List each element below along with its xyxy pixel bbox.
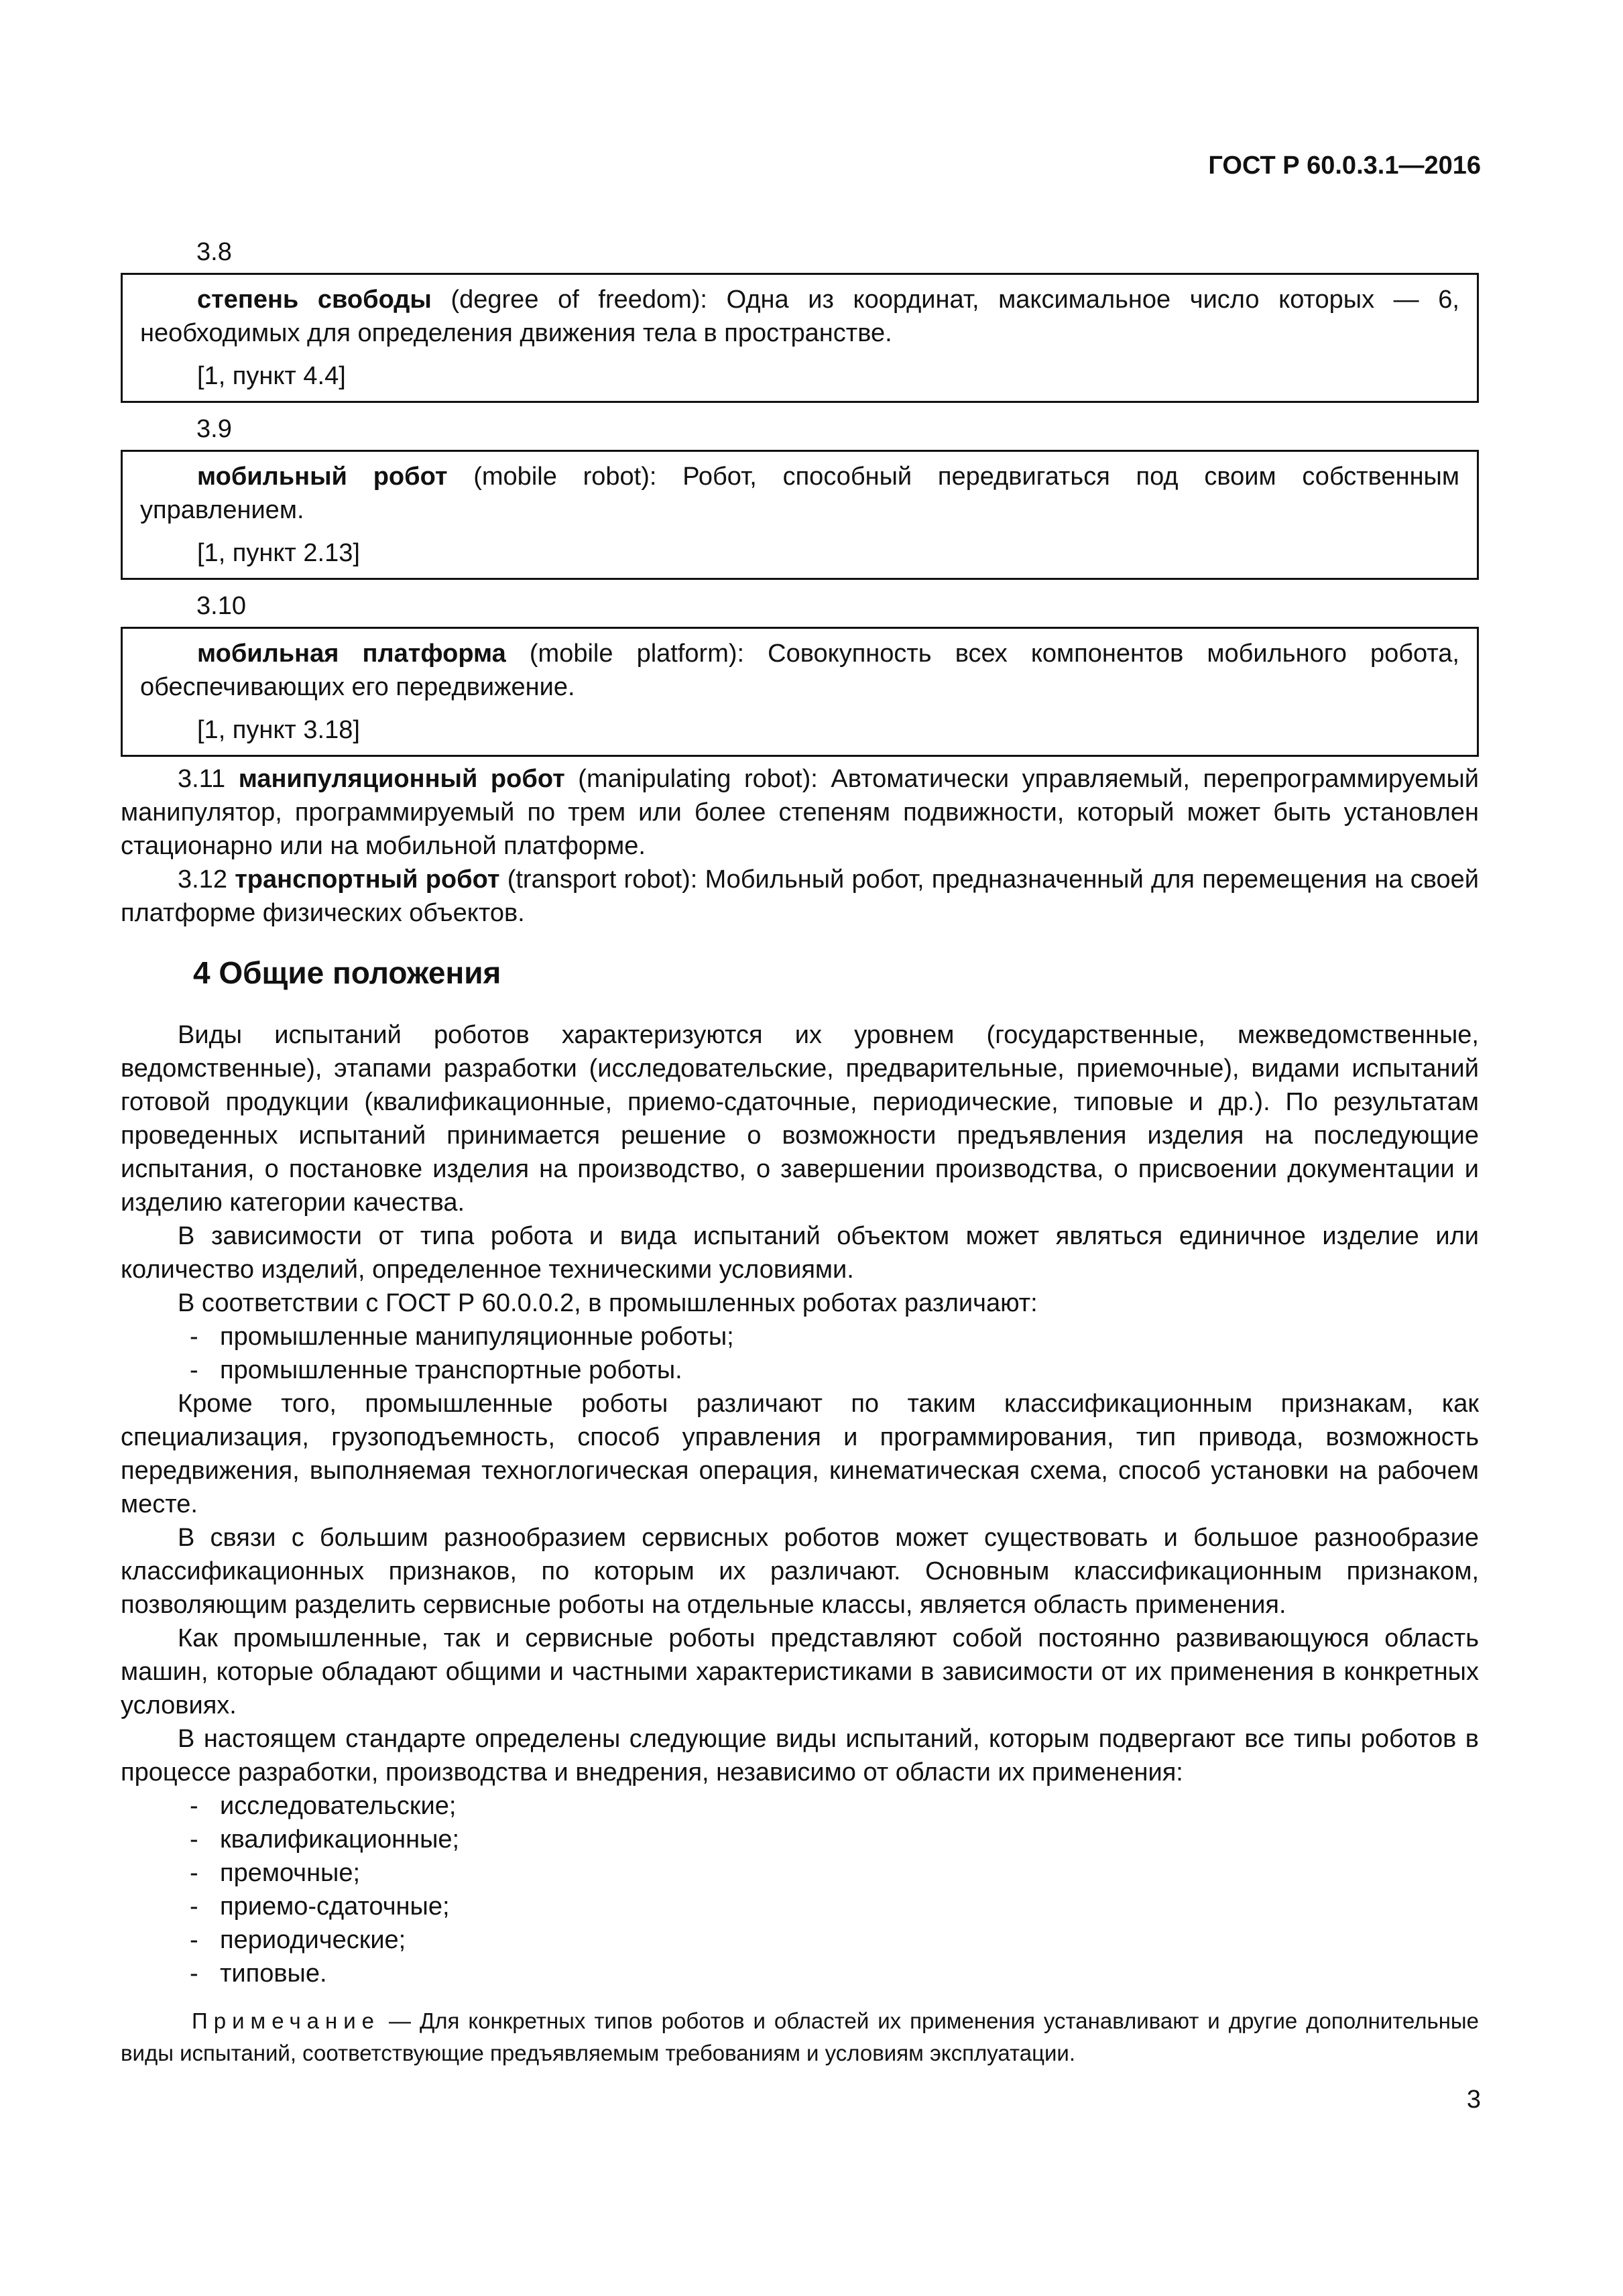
list-dash: - <box>190 1323 198 1351</box>
paragraph: Как промышленные, так и сервисные роботы представляют собой постоянно развивающуюся область машин, которые обладают общими и частными характеристиками в зависимости от их применения в конкретных условиях. <box>121 1624 1479 1719</box>
term-definition-text: (mobile platform): Совокупность всех компонентов мобильного робота, обеспечивающих его передвижение. <box>140 640 1459 701</box>
list-item <box>121 1957 1479 1990</box>
list-item <box>121 1856 1479 1890</box>
list-item-text: исследовательские; <box>220 1792 457 1820</box>
section-title: 4 Общие положения <box>193 955 501 990</box>
term-definition-box <box>121 450 1479 580</box>
list-item <box>121 1353 1479 1387</box>
list-item <box>121 1320 1479 1353</box>
note-label: Примечание <box>192 2008 381 2033</box>
page-content <box>121 231 1479 2069</box>
paragraph: В настоящем стандарте определены следующие виды испытаний, которым подвергают все типы роботов в процессе разработки, производства и внедрения, независимо от области их применения: <box>121 1725 1479 1787</box>
list-dash: - <box>190 1926 198 1954</box>
list-item <box>121 1789 1479 1823</box>
term-name: манипуляционный робот <box>238 765 565 793</box>
paragraph: Виды испытаний роботов характеризуются их уровнем (государственные, межведомственные, ведомственные), этапами разработки (исследовательские, предварительные, приемочные), видами испытаний готовой продукции (квалификационные, приемо-сдаточные, периодические, типовые и др.). По результатам проведенных испытаний принимается решение о возможности предъявления изделия на последующие испытания, о постановке изделия на производство, о завершении производства, о присвоении документации и изделию категории качества. <box>121 1021 1479 1217</box>
term-definition-text: (mobile robot): Робот, способный передвигаться под своим собственным управлением. <box>140 463 1459 524</box>
list-item-text: типовые. <box>220 1959 327 1988</box>
list-item-text: периодические; <box>220 1926 406 1954</box>
list-item-text: промышленные манипуляционные роботы; <box>220 1323 734 1351</box>
list-item-text: промышленные транспортные роботы. <box>220 1356 682 1384</box>
paragraph: В связи с большим разнообразием сервисных роботов может существовать и большое разнообразие классификационных признаков, по которым их различают. Основным классификационным признаком, позволяющим разделить сервисные роботы на отдельные классы, является область применения. <box>121 1524 1479 1619</box>
term-definition-text: (manipulating robot): Автоматически управляемый, перепрограммируемый манипулятор, программируемый по трем или более степеням подвижности, который может быть установлен стационарно или на мобильной платформе. <box>121 765 1479 860</box>
term-reference: [1, пункт 4.4] <box>197 362 346 390</box>
list-item-text: премочные; <box>220 1859 361 1887</box>
term-name: транспортный робот <box>235 865 500 894</box>
paragraph: В зависимости от типа робота и вида испытаний объектом может являться единичное изделие или количество изделий, определенное техническими условиями. <box>121 1222 1479 1284</box>
note-text: — Для конкретных типов роботов и областей их применения устанавливают и другие дополнительные виды испытаний, соответствующие предъявляемым требованиям и условиям эксплуатации. <box>121 2008 1479 2065</box>
term-name: мобильная платформа <box>197 640 506 668</box>
list-item <box>121 1890 1479 1923</box>
paragraph: В соответствии с ГОСТ Р 60.0.0.2, в промышленных роботах различают: <box>178 1289 1038 1317</box>
term-definition-text: (transport robot): Мобильный робот, предназначенный для перемещения на своей платформе физических объектов. <box>121 865 1479 927</box>
term-number: 3.11 <box>178 765 239 793</box>
term-definition <box>140 283 1459 350</box>
list-item <box>121 1823 1479 1856</box>
list-item-text: квалификационные; <box>220 1825 460 1854</box>
term-definition-text: (degree of freedom): Одна из координат, максимальное число которых — 6, необходимых для определения движения тела в пространстве. <box>140 286 1459 347</box>
list-dash: - <box>190 1892 198 1921</box>
term-definition <box>140 460 1459 527</box>
paragraph: Кроме того, промышленные роботы различают по таким классификационным признакам, как специализация, грузоподъемность, способ управления и программирования, тип привода, возможность передвижения, выполняемая техноглогическая операция, кинематическая схема, способ установки на рабочем месте. <box>121 1390 1479 1518</box>
inline-term <box>121 863 1479 930</box>
term-name: мобильный робот <box>197 463 448 491</box>
list-dash: - <box>190 1959 198 1988</box>
page-number: 3 <box>1466 2086 1481 2114</box>
term-reference: [1, пункт 3.18] <box>197 716 360 744</box>
list-dash: - <box>190 1859 198 1887</box>
list-item-text: приемо-сдаточные; <box>220 1892 450 1921</box>
term-number: 3.8 <box>196 238 232 266</box>
term-definition-box <box>121 273 1479 403</box>
term-number: 3.9 <box>196 415 232 443</box>
term-reference: [1, пункт 2.13] <box>197 539 360 567</box>
list-dash: - <box>190 1825 198 1854</box>
term-number: 3.12 <box>178 865 235 894</box>
list-dash: - <box>190 1356 198 1384</box>
term-name: степень свободы <box>197 286 432 314</box>
list-dash: - <box>190 1792 198 1820</box>
document-standard-id: ГОСТ Р 60.0.3.1—2016 <box>1208 152 1481 180</box>
term-definition <box>140 637 1459 704</box>
term-definition-box <box>121 627 1479 757</box>
note <box>121 2005 1479 2069</box>
inline-term <box>121 762 1479 863</box>
term-number: 3.10 <box>196 592 246 620</box>
list-item <box>121 1923 1479 1957</box>
